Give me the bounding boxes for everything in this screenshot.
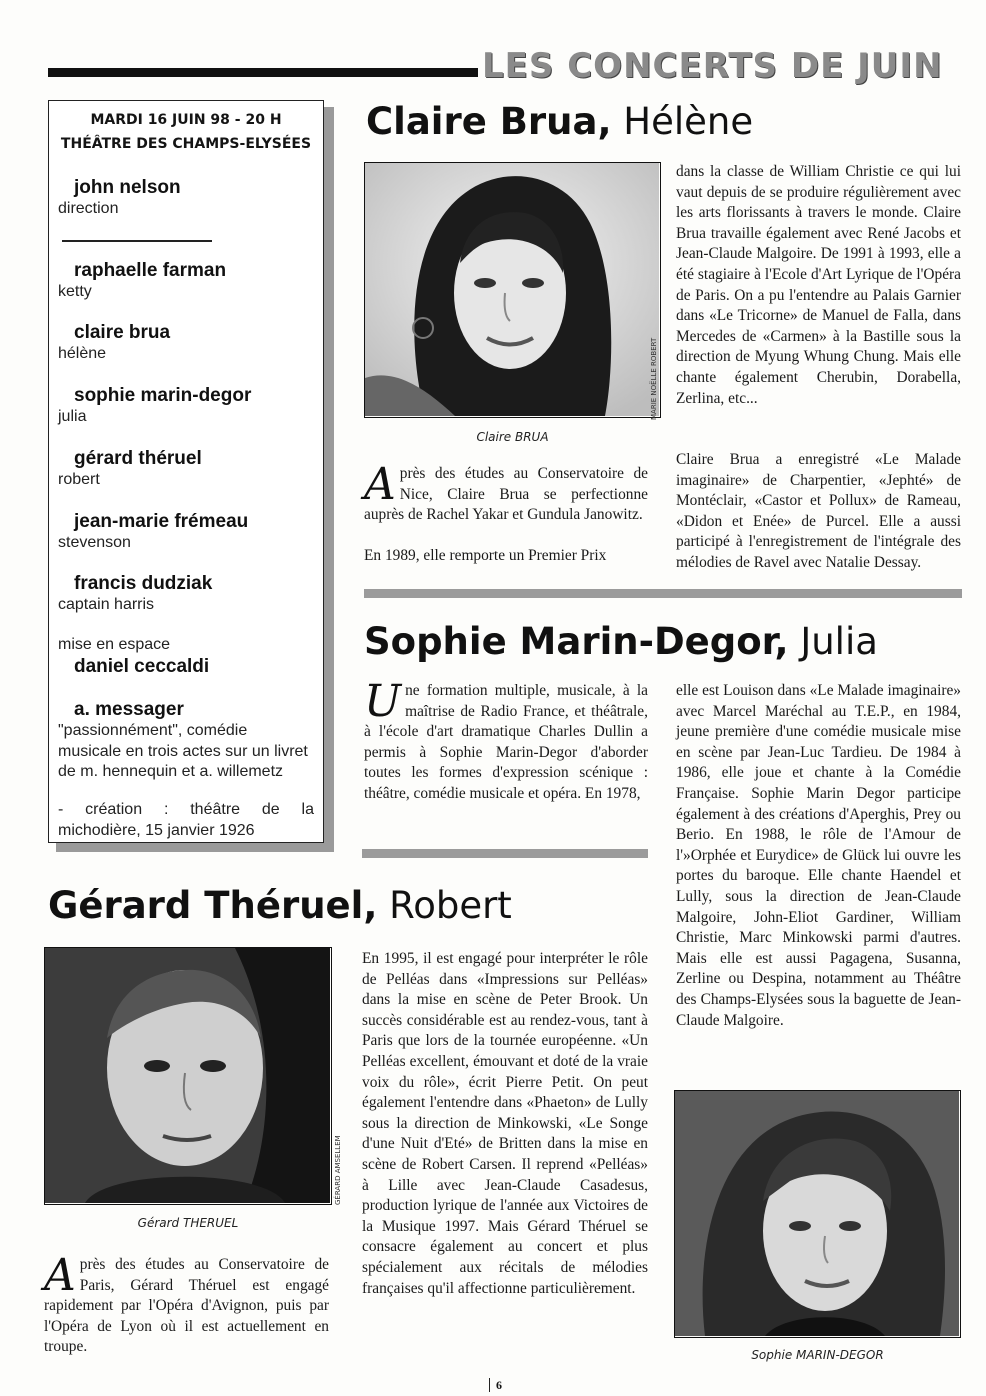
performer-name: gérard théruel bbox=[74, 448, 202, 469]
performer-name: sophie marin-degor bbox=[74, 385, 252, 406]
conductor-name: john nelson bbox=[74, 177, 181, 198]
singer-name: Sophie Marin-Degor, bbox=[364, 620, 789, 663]
page-title: LES CONCERTS DE JUIN bbox=[482, 46, 943, 86]
section-title-claire bbox=[366, 100, 753, 143]
claire-paragraph-4: Claire Brua a enregistré «Le Malade imaginaire» de Charpentier, «Jephté» de Montéclair, «Castor et Pollux» de Rameau, «Didon et Enée» de Purcel. Elle a aussi participé à l'enregistrement de l'intégrale des mélodies de Ravel avec Natalie Dessay. bbox=[676, 451, 961, 571]
claire-paragraph-1: Après des études au Conservatoire de Nice, Claire Brua se perfectionne auprès de Rachel Yakar et Gundula Janowitz. bbox=[364, 459, 648, 524]
photo-claire-brua bbox=[364, 162, 661, 418]
performer-role: hélène bbox=[58, 345, 107, 362]
performer-name: jean-marie frémeau bbox=[74, 511, 249, 532]
performer-name: francis dudziak bbox=[74, 573, 213, 594]
singer-role: Julia bbox=[800, 620, 878, 663]
work-description: "passionnément", comédie musicale en trois actes sur un livret de m. hennequin et a. willemetz bbox=[58, 722, 308, 780]
photo-gerard-theruel bbox=[44, 947, 332, 1205]
caption-claire: Claire BRUA bbox=[476, 430, 549, 444]
section-divider bbox=[362, 849, 648, 858]
performer-role: robert bbox=[58, 471, 100, 488]
work-premiere: - création : théâtre de la michodière, 15 janvier 1926 bbox=[58, 801, 314, 839]
performer-name: raphaelle farman bbox=[74, 260, 227, 281]
photo-credit-gerard: GÉRARD AMSELLEM bbox=[334, 1135, 342, 1205]
page-number-rule bbox=[489, 1378, 490, 1392]
singer-name: Gérard Théruel, bbox=[48, 884, 378, 927]
photo-sophie-marin-degor bbox=[674, 1090, 961, 1338]
claire-paragraph-3: dans la classe de William Christie ce qui lui vaut depuis de se produire régulièrement avec les arts florissants à travers le monde. Claire Brua travaille également avec René Jacobs et Jean-Claude Malgoire. De 1991 à 1993, elle a été stagiaire à l'Ecole d'Art Lyrique de l'Opéra de Paris. On a pu l'entendre au Palais Garnier dans «Le Tricorne» de Manuel de Falla, dans Mercedes de «Carmen» à la Bastille sous la direction de Myung Whung Chung. Mais elle chante également Cherubin, Dorabella, Zerlina, etc... bbox=[676, 163, 961, 407]
performer-role: stevenson bbox=[58, 534, 131, 551]
singer-role: Robert bbox=[389, 884, 512, 927]
performer-role: captain harris bbox=[58, 596, 155, 613]
singer-role: Hélène bbox=[623, 100, 754, 143]
section-title-gerard bbox=[48, 884, 512, 927]
composer-name: a. messager bbox=[74, 699, 184, 720]
sophie-paragraph-1: Une formation multiple, musicale, à la maîtrise de Radio France, et théâtrale, à l'école d'art dramatique Charles Dullin a permis à Sophie Marin-Degor d'aborder toutes les formes d'expression scénique : théâtre, comédie musicale et opéra. En 1978, bbox=[364, 676, 648, 802]
photo-credit-claire: MARIE NOËLLE ROBERT bbox=[650, 337, 658, 420]
performer-name: claire brua bbox=[74, 322, 171, 343]
drop-cap: A bbox=[44, 1250, 76, 1301]
conductor-role: direction bbox=[58, 200, 119, 217]
header-rule bbox=[48, 68, 478, 77]
performer-role: ketty bbox=[58, 283, 92, 300]
staging-label: mise en espace bbox=[58, 636, 171, 653]
caption-gerard: Gérard THERUEL bbox=[137, 1216, 239, 1230]
performer-role: julia bbox=[58, 408, 87, 425]
drop-cap: U bbox=[364, 676, 402, 727]
concert-date: MARDI 16 JUIN 98 - 20 H bbox=[90, 112, 282, 128]
section-title-sophie bbox=[364, 620, 878, 663]
singer-name: Claire Brua, bbox=[366, 100, 612, 143]
cast-separator bbox=[62, 240, 212, 242]
concert-venue: THÉÂTRE DES CHAMPS-ELYSÉES bbox=[60, 136, 312, 152]
drop-cap: A bbox=[364, 459, 396, 510]
claire-paragraph-2: En 1989, elle remporte un Premier Prix bbox=[364, 547, 607, 564]
sophie-paragraph-2: elle est Louison dans «Le Malade imaginaire» avec Marcel Maréchal au T.E.P., en 1984, jeune première d'une comédie musicale mise en scène par Jean-Luc Tardieu. De 1984 à 1986, elle joue et chante à la Comédie Française. Sophie Marin Degor participe également à des créations d'Aperghis, Prey ou Berio. En 1988, le rôle de l'Amour de l'»Orphée et Eurydice» de Glück lui ouvre les portes du baroque. Elle chante Haendel et Lully, sous la direction de Jean-Claude Malgoire, John-Eliot Gardiner, William Christie, Marc Minkowski parmi d'autres. Mais elle est aussi Pagagena, Susanna, Zerline ou Despina, notamment au Théâtre des Champs-Elysées sous la baguette de Jean-Claude Malgoire. bbox=[676, 682, 961, 1029]
caption-sophie: Sophie MARIN-DEGOR bbox=[751, 1348, 884, 1362]
gerard-paragraph-2: En 1995, il est engagé pour interpréter le rôle de Pelléas dans «Impressions sur Pelléas» dans la mise en scène de Peter Brook. Un succès considérable est au rendez-vous, tant à Paris que lors de la tournée européenne. «Un Pelléas excellent, émouvant et doté de la vraie voix du rôle», écrit Pierre Petit. On peut également l'entendre dans «Phaeton» de Lully sous la direction de Minkowski, «Le Songe d'une Nuit d'Eté» de Britten dans la mise en scène de Robert Carsen. Il reprend «Pelléas» à Lille avec Jean-Claude Casadesus, production lyrique de l'année aux Victoires de la Musique 1997. Mais Gérard Théruel se consacre également au concert et plus spécialement aux récitals de mélodies françaises qu'il affectionne particulièrement. bbox=[362, 950, 648, 1297]
page-number: 6 bbox=[496, 1378, 502, 1392]
staging-name: daniel ceccaldi bbox=[74, 656, 210, 677]
gerard-paragraph-1: Après des études au Conservatoire de Paris, Gérard Théruel est engagé rapidement par l'Opéra d'Avignon, puis par l'Opéra de Lyon où il est actuellement en troupe. bbox=[44, 1250, 329, 1356]
section-divider bbox=[364, 589, 962, 598]
